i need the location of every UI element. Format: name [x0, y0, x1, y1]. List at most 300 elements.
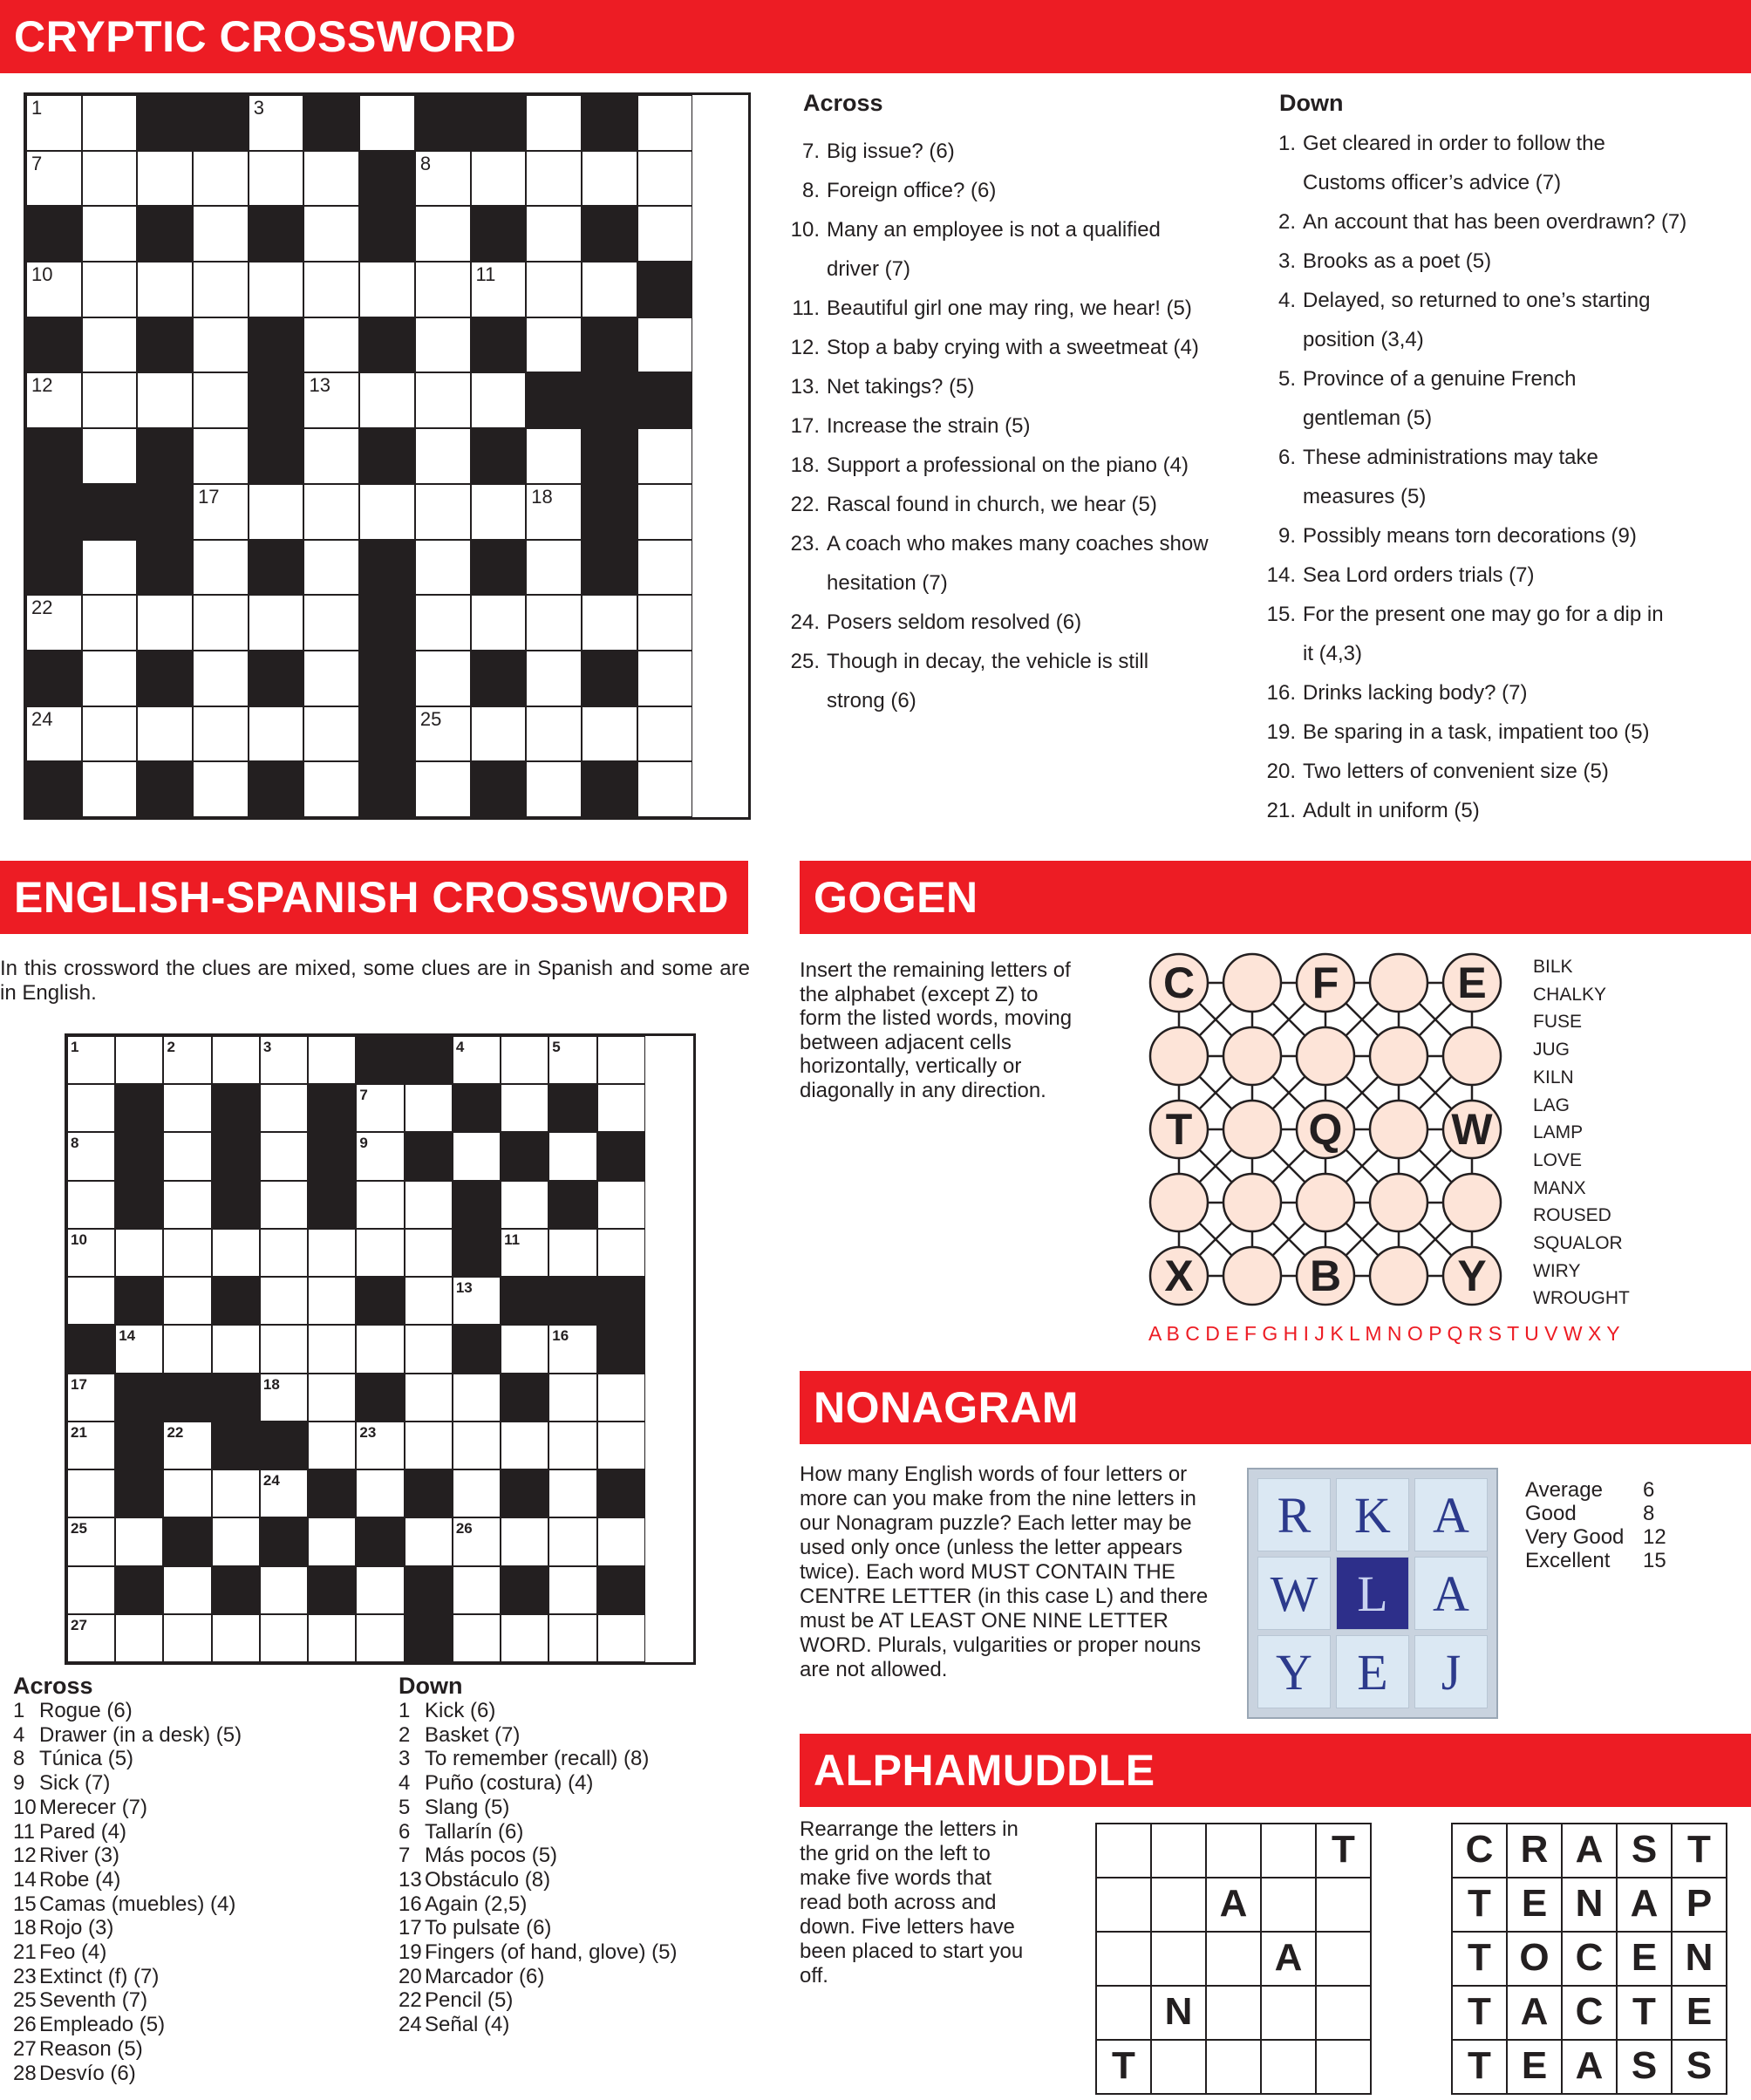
grid-cell[interactable]: [637, 206, 693, 262]
black-square: [471, 428, 527, 484]
grid-cell[interactable]: [405, 1325, 453, 1373]
grid-cell[interactable]: [548, 1325, 596, 1373]
grid-cell[interactable]: [115, 1229, 163, 1277]
grid-cell[interactable]: [415, 706, 471, 762]
grid-cell[interactable]: [249, 595, 304, 651]
grid-cell[interactable]: [597, 1422, 645, 1469]
grid-cell[interactable]: [405, 1229, 453, 1277]
grid-cell[interactable]: [453, 1566, 501, 1614]
grid-cell[interactable]: [308, 1229, 356, 1277]
grid-cell[interactable]: [356, 1229, 404, 1277]
clue-item-text: Be sparing in a task, impatient too (5): [1303, 720, 1650, 744]
grid-cell[interactable]: [637, 95, 693, 151]
black-square: [308, 1566, 356, 1614]
grid-cell[interactable]: [637, 540, 693, 596]
clue-item-number: 1.: [1277, 132, 1296, 155]
grid-cell[interactable]: [415, 484, 471, 540]
clue-item-number: 10: [13, 1795, 37, 1819]
alphamuddle-answer-cell[interactable]: [1315, 1931, 1372, 1987]
alphamuddle-answer-cell[interactable]: [1095, 1877, 1152, 1933]
grid-cell[interactable]: [582, 706, 637, 762]
alphamuddle-answer-cell[interactable]: [1205, 2039, 1262, 2095]
grid-cell[interactable]: [67, 1517, 115, 1565]
grid-cell[interactable]: [582, 151, 637, 207]
grid-cell[interactable]: [597, 1229, 645, 1277]
grid-cell[interactable]: [67, 1566, 115, 1614]
grid-cell[interactable]: [453, 1374, 501, 1422]
grid-cell[interactable]: [597, 1084, 645, 1132]
alphamuddle-answer-cell[interactable]: [1260, 1823, 1317, 1878]
grid-cell[interactable]: [526, 151, 582, 207]
clue-item-text: Many an employee is not a qualified: [827, 218, 1161, 242]
grid-cell[interactable]: [501, 1517, 548, 1565]
black-square: [471, 206, 527, 262]
grid-cell[interactable]: [303, 428, 359, 484]
grid-cell[interactable]: [67, 1469, 115, 1517]
grid-cell[interactable]: [471, 595, 527, 651]
grid-cell[interactable]: [308, 1517, 356, 1565]
grid-cell[interactable]: [453, 1132, 501, 1180]
grid-cell[interactable]: [163, 1614, 211, 1662]
grid-cell[interactable]: [115, 1614, 163, 1662]
grid-cell[interactable]: [260, 1566, 308, 1614]
grid-cell[interactable]: [405, 1181, 453, 1229]
grid-cell[interactable]: [415, 428, 471, 484]
grid-cell[interactable]: [260, 1277, 308, 1325]
grid-cell[interactable]: [453, 1036, 501, 1084]
gogen-cell[interactable]: [1150, 1027, 1208, 1085]
grid-cell[interactable]: [415, 372, 471, 428]
alphamuddle-answer-cell[interactable]: [1095, 1931, 1152, 1987]
alphamuddle-letter-cell: C: [1561, 1931, 1618, 1987]
grid-cell[interactable]: [526, 262, 582, 317]
grid-cell[interactable]: [597, 1181, 645, 1229]
grid-cell[interactable]: [260, 1614, 308, 1662]
grid-cell[interactable]: [26, 262, 82, 317]
gogen-cell[interactable]: [1150, 1174, 1208, 1231]
clue-number: 10: [71, 1231, 87, 1248]
grid-cell[interactable]: [308, 1277, 356, 1325]
gogen-cell[interactable]: [1443, 1174, 1501, 1231]
grid-cell[interactable]: [637, 151, 693, 207]
grid-cell[interactable]: [471, 262, 527, 317]
grid-cell[interactable]: [453, 1517, 501, 1565]
grid-cell[interactable]: [548, 1469, 596, 1517]
grid-cell[interactable]: [471, 706, 527, 762]
gogen-cell[interactable]: [1223, 1247, 1281, 1305]
grid-cell[interactable]: [501, 1422, 548, 1469]
grid-cell[interactable]: [526, 95, 582, 151]
grid-cell[interactable]: [193, 706, 249, 762]
grid-cell[interactable]: [26, 372, 82, 428]
grid-cell[interactable]: [548, 1036, 596, 1084]
grid-cell[interactable]: [303, 540, 359, 596]
nonagram-centre-letter: L: [1336, 1557, 1409, 1630]
grid-cell[interactable]: [415, 151, 471, 207]
black-square: [26, 206, 82, 262]
gogen-word-list: [1533, 953, 1630, 1312]
grid-cell[interactable]: [163, 1132, 211, 1180]
grid-cell[interactable]: [303, 151, 359, 207]
grid-cell[interactable]: [308, 1325, 356, 1373]
gogen-cell[interactable]: [1223, 1174, 1281, 1231]
alphamuddle-answer-cell[interactable]: [1095, 1823, 1152, 1878]
alphamuddle-answer-cell[interactable]: [1205, 1985, 1262, 2041]
gogen-cell[interactable]: [1223, 1027, 1281, 1085]
grid-cell[interactable]: [67, 1614, 115, 1662]
grid-cell[interactable]: [405, 1422, 453, 1469]
alphamuddle-answer-cell[interactable]: [1150, 1823, 1207, 1878]
grid-cell[interactable]: [260, 1132, 308, 1180]
clue-item: [1263, 477, 1751, 516]
black-square: [471, 761, 527, 817]
grid-cell[interactable]: [548, 1132, 596, 1180]
gogen-cell[interactable]: [1370, 1247, 1427, 1305]
clue-number: 18: [531, 485, 553, 508]
alphamuddle-answer-cell[interactable]: [1260, 2039, 1317, 2095]
grid-cell[interactable]: [163, 1277, 211, 1325]
grid-cell[interactable]: [249, 95, 304, 151]
black-square: [582, 484, 637, 540]
grid-cell[interactable]: [260, 1181, 308, 1229]
grid-cell[interactable]: [359, 95, 415, 151]
grid-cell[interactable]: [82, 651, 138, 706]
grid-cell[interactable]: [303, 651, 359, 706]
clue-number: 26: [455, 1520, 473, 1538]
gogen-cell[interactable]: [1223, 954, 1281, 1012]
grid-cell[interactable]: [303, 761, 359, 817]
grid-cell[interactable]: [67, 1277, 115, 1325]
grid-cell[interactable]: [303, 262, 359, 317]
clue-item-text: Beautiful girl one may ring, we hear! (5): [827, 297, 1192, 320]
grid-cell[interactable]: [453, 1469, 501, 1517]
black-square: [359, 651, 415, 706]
gogen-cell[interactable]: [1297, 1027, 1354, 1085]
grid-cell[interactable]: [548, 1374, 596, 1422]
grid-cell[interactable]: [249, 484, 304, 540]
grid-cell[interactable]: [67, 1132, 115, 1180]
grid-cell[interactable]: [303, 595, 359, 651]
clue-number: 23: [359, 1423, 377, 1441]
grid-cell[interactable]: [526, 540, 582, 596]
clue-item: [1263, 399, 1751, 438]
alphamuddle-answer-cell[interactable]: [1150, 1931, 1207, 1987]
grid-cell[interactable]: [597, 1374, 645, 1422]
grid-cell[interactable]: [193, 595, 249, 651]
grid-cell[interactable]: [193, 317, 249, 373]
grid-cell[interactable]: [405, 1517, 453, 1565]
alphamuddle-letter-cell: T: [1451, 1931, 1508, 1987]
clue-item: [1263, 202, 1751, 242]
grid-cell[interactable]: [582, 262, 637, 317]
grid-cell[interactable]: [26, 595, 82, 651]
clue-number: 7: [359, 1087, 368, 1104]
grid-cell[interactable]: [260, 1036, 308, 1084]
grid-cell[interactable]: [249, 262, 304, 317]
grid-cell[interactable]: [501, 1181, 548, 1229]
grid-cell[interactable]: [137, 151, 193, 207]
grid-cell[interactable]: [548, 1229, 596, 1277]
black-square: [405, 1132, 453, 1180]
alphamuddle-answer-cell[interactable]: T: [1095, 2039, 1152, 2095]
grid-cell[interactable]: [163, 1229, 211, 1277]
grid-cell[interactable]: [193, 484, 249, 540]
alphamuddle-answer-cell[interactable]: [1315, 1877, 1372, 1933]
grid-cell[interactable]: [163, 1469, 211, 1517]
grid-cell[interactable]: [359, 262, 415, 317]
grid-cell[interactable]: [637, 317, 693, 373]
grid-cell[interactable]: [637, 428, 693, 484]
grid-cell[interactable]: [82, 706, 138, 762]
clue-item-number: 13.: [790, 375, 820, 399]
gogen-cell[interactable]: [1370, 954, 1427, 1012]
grid-cell[interactable]: [67, 1229, 115, 1277]
alphamuddle-answer-cell[interactable]: [1150, 1877, 1207, 1933]
clue-item-number: 12.: [790, 336, 820, 359]
grid-cell[interactable]: [308, 1614, 356, 1662]
grid-cell[interactable]: [308, 1374, 356, 1422]
grid-cell[interactable]: [249, 151, 304, 207]
grid-cell[interactable]: [193, 206, 249, 262]
grid-cell[interactable]: [163, 1084, 211, 1132]
grid-cell[interactable]: [637, 651, 693, 706]
grid-cell[interactable]: [212, 1036, 260, 1084]
grid-cell[interactable]: [163, 1566, 211, 1614]
grid-cell[interactable]: [526, 484, 582, 540]
grid-cell[interactable]: [501, 1229, 548, 1277]
grid-cell[interactable]: [453, 1277, 501, 1325]
grid-cell[interactable]: [115, 1036, 163, 1084]
grid-cell[interactable]: [415, 540, 471, 596]
grid-cell[interactable]: [193, 151, 249, 207]
grid-cell[interactable]: [82, 151, 138, 207]
grid-cell[interactable]: [163, 1181, 211, 1229]
grid-cell[interactable]: [582, 595, 637, 651]
grid-cell[interactable]: [471, 151, 527, 207]
grid-cell[interactable]: [26, 706, 82, 762]
grid-cell[interactable]: [526, 595, 582, 651]
alphamuddle-answer-cell[interactable]: [1150, 2039, 1207, 2095]
black-square: [356, 1374, 404, 1422]
grid-cell[interactable]: [356, 1469, 404, 1517]
grid-cell[interactable]: [115, 1517, 163, 1565]
grid-cell[interactable]: [597, 1614, 645, 1662]
grid-cell[interactable]: [193, 262, 249, 317]
grid-cell[interactable]: [526, 206, 582, 262]
grid-cell[interactable]: [163, 1422, 211, 1469]
alphamuddle-answer-cell[interactable]: [1260, 1985, 1317, 2041]
grid-cell[interactable]: [501, 1614, 548, 1662]
grid-cell[interactable]: [637, 484, 693, 540]
clue-item: [399, 1940, 765, 1965]
grid-cell[interactable]: [501, 1084, 548, 1132]
grid-cell[interactable]: [637, 595, 693, 651]
grid-cell[interactable]: [526, 428, 582, 484]
grid-cell[interactable]: [637, 706, 693, 762]
gogen-letter: E: [1457, 958, 1487, 1007]
english-spanish-across-heading: Across: [13, 1673, 93, 1699]
grid-cell[interactable]: [137, 262, 193, 317]
grid-cell[interactable]: [453, 1614, 501, 1662]
grid-cell[interactable]: [597, 1517, 645, 1565]
clue-item-text: These administrations may take: [1303, 446, 1598, 469]
gogen-cell[interactable]: [1223, 1101, 1281, 1158]
grid-cell[interactable]: [163, 1036, 211, 1084]
clue-item: [399, 2013, 765, 2037]
grid-cell[interactable]: [260, 1374, 308, 1422]
grid-cell[interactable]: [526, 317, 582, 373]
grid-cell[interactable]: [548, 1566, 596, 1614]
grid-cell[interactable]: [471, 372, 527, 428]
clue-item: [787, 485, 1257, 524]
alphamuddle-answer-cell[interactable]: [1205, 1931, 1262, 1987]
gogen-cell[interactable]: [1370, 1101, 1427, 1158]
gogen-letter: F: [1312, 958, 1339, 1007]
grid-cell[interactable]: [405, 1277, 453, 1325]
grid-cell[interactable]: [193, 761, 249, 817]
grid-cell[interactable]: [526, 651, 582, 706]
grid-cell[interactable]: [415, 317, 471, 373]
grid-cell[interactable]: [637, 761, 693, 817]
alphamuddle-answer-cell[interactable]: N: [1150, 1985, 1207, 2041]
grid-cell[interactable]: [356, 1325, 404, 1373]
grid-cell[interactable]: [415, 262, 471, 317]
clue-item: [1263, 320, 1751, 359]
grid-cell[interactable]: [303, 484, 359, 540]
grid-cell[interactable]: [356, 1181, 404, 1229]
grid-cell[interactable]: [597, 1036, 645, 1084]
grid-cell[interactable]: [260, 1325, 308, 1373]
black-square: [548, 1277, 596, 1325]
grid-cell[interactable]: [193, 651, 249, 706]
grid-cell[interactable]: [548, 1517, 596, 1565]
grid-cell[interactable]: [137, 706, 193, 762]
alphamuddle-answer-cell[interactable]: [1260, 1877, 1317, 1933]
grid-cell[interactable]: [193, 372, 249, 428]
grid-cell[interactable]: [405, 1084, 453, 1132]
black-square: [359, 761, 415, 817]
alphamuddle-answer-cell[interactable]: [1205, 1823, 1262, 1878]
alphamuddle-answer-cell[interactable]: [1095, 1985, 1152, 2041]
clue-item: [399, 1796, 765, 1820]
black-square: [597, 1132, 645, 1180]
gogen-cell[interactable]: [1370, 1174, 1427, 1231]
grid-cell[interactable]: [137, 595, 193, 651]
grid-cell[interactable]: [303, 206, 359, 262]
grid-cell[interactable]: [356, 1084, 404, 1132]
clue-number: 10: [31, 263, 53, 286]
grid-cell[interactable]: [260, 1229, 308, 1277]
grid-cell[interactable]: [526, 706, 582, 762]
clue-item: [1263, 712, 1751, 752]
grid-cell[interactable]: [415, 206, 471, 262]
grid-cell[interactable]: [26, 95, 82, 151]
grid-cell[interactable]: [260, 1469, 308, 1517]
grid-cell[interactable]: [26, 151, 82, 207]
grid-cell[interactable]: [303, 706, 359, 762]
grid-cell[interactable]: [67, 1036, 115, 1084]
grid-cell[interactable]: [67, 1181, 115, 1229]
grid-cell[interactable]: [526, 761, 582, 817]
alphamuddle-answer-cell[interactable]: A: [1205, 1877, 1262, 1933]
grid-cell[interactable]: [308, 1036, 356, 1084]
clue-item-text: Foreign office? (6): [827, 179, 997, 202]
clue-number: 14: [119, 1327, 136, 1345]
clue-number: 5: [552, 1039, 561, 1055]
grid-cell[interactable]: [67, 1084, 115, 1132]
grid-cell[interactable]: [249, 706, 304, 762]
grid-cell[interactable]: [308, 1422, 356, 1469]
grid-cell[interactable]: [471, 484, 527, 540]
grid-cell[interactable]: [67, 1422, 115, 1469]
black-square: [582, 95, 637, 151]
grid-cell[interactable]: [67, 1374, 115, 1422]
grid-cell[interactable]: [415, 761, 471, 817]
grid-cell[interactable]: [212, 1229, 260, 1277]
grid-cell[interactable]: [548, 1422, 596, 1469]
grid-cell[interactable]: [82, 206, 138, 262]
alphamuddle-answer-cell[interactable]: [1315, 2039, 1372, 2095]
grid-cell[interactable]: [193, 428, 249, 484]
gogen-cell[interactable]: [1370, 1027, 1427, 1085]
grid-cell[interactable]: [82, 317, 138, 373]
grid-cell[interactable]: [359, 484, 415, 540]
grid-cell[interactable]: [82, 595, 138, 651]
grid-cell[interactable]: [82, 540, 138, 596]
grid-cell[interactable]: [82, 95, 138, 151]
grid-cell[interactable]: [356, 1422, 404, 1469]
grid-cell[interactable]: [548, 1614, 596, 1662]
clue-item: [787, 642, 1257, 681]
grid-cell[interactable]: [115, 1325, 163, 1373]
grid-cell[interactable]: [356, 1132, 404, 1180]
grid-cell[interactable]: [405, 1374, 453, 1422]
grid-cell[interactable]: [356, 1566, 404, 1614]
black-square: [115, 1374, 163, 1422]
alphamuddle-answer-cell[interactable]: [1315, 1985, 1372, 2041]
grid-cell[interactable]: [212, 1517, 260, 1565]
grid-cell[interactable]: [260, 1084, 308, 1132]
grid-cell[interactable]: [501, 1036, 548, 1084]
gogen-cell[interactable]: [1443, 1027, 1501, 1085]
grid-cell[interactable]: [303, 317, 359, 373]
grid-cell[interactable]: [356, 1614, 404, 1662]
grid-cell[interactable]: [303, 372, 359, 428]
alphamuddle-answer-cell[interactable]: A: [1260, 1931, 1317, 1987]
grid-cell[interactable]: [212, 1325, 260, 1373]
grid-cell[interactable]: [163, 1325, 211, 1373]
grid-cell[interactable]: [359, 372, 415, 428]
grid-cell[interactable]: [415, 651, 471, 706]
gogen-cell[interactable]: [1297, 1174, 1354, 1231]
grid-cell[interactable]: [453, 1422, 501, 1469]
grid-cell[interactable]: [82, 428, 138, 484]
black-square: [115, 1084, 163, 1132]
clue-item-number: 19: [399, 1940, 422, 1965]
grid-cell[interactable]: [415, 595, 471, 651]
grid-cell[interactable]: [501, 1325, 548, 1373]
alphamuddle-answer-cell[interactable]: T: [1315, 1823, 1372, 1878]
black-square: [260, 1422, 308, 1469]
grid-cell[interactable]: [82, 761, 138, 817]
grid-cell[interactable]: [212, 1469, 260, 1517]
grid-cell[interactable]: [82, 372, 138, 428]
grid-cell[interactable]: [193, 540, 249, 596]
grid-cell[interactable]: [82, 262, 138, 317]
clue-number: 8: [419, 152, 432, 174]
grid-cell[interactable]: [212, 1614, 260, 1662]
grid-cell[interactable]: [137, 372, 193, 428]
